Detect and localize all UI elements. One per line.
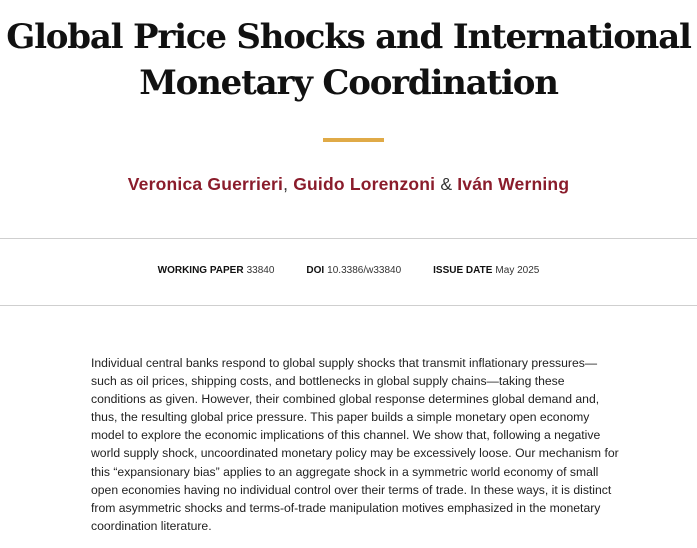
- paper-title-line-2: Monetary Coordination: [139, 63, 558, 103]
- author-link-werning[interactable]: Iván Werning: [457, 174, 570, 194]
- author-list: [0, 174, 697, 195]
- working-paper-label: WORKING PAPER: [157, 265, 244, 276]
- author-separator: ,: [283, 174, 289, 194]
- issue-date-label: ISSUE DATE: [433, 265, 493, 276]
- author-link-lorenzoni[interactable]: Guido Lorenzoni: [293, 174, 436, 194]
- doi-value: 10.3386/w33840: [327, 265, 402, 276]
- paper-metadata-row: [0, 265, 697, 276]
- doi: [306, 265, 401, 276]
- author-link-guerrieri[interactable]: Veronica Guerrieri: [127, 174, 284, 194]
- abstract-text: Individual central banks respond to global supply shocks that transmit inflationary pressures—such as oil prices, shipping costs, and bottlenecks in global supply chains—taking these conditions as given. However, their combined global response determines global demand and, thus, the resulting global price pressure. This paper builds a simple monetary open economy model to explore the economic implications of this channel. We show that, following a negative world supply shock, uncoordinated monetary policy may be excessively loose. Our mechanism for this “expansionary bias” applies to an aggregate shock in a symmetric world economy of small open economies having no individual control over their terms of trade. In these ways, it is distinct from asymmetric shocks and terms-of-trade manipulation motives emphasized in the monetary coordination literature.: [91, 356, 619, 533]
- working-paper-value: 33840: [246, 265, 275, 276]
- issue-date-value: May 2025: [495, 265, 540, 276]
- author-separator: &: [440, 174, 453, 194]
- paper-title: [0, 14, 697, 106]
- issue-date: [433, 265, 539, 276]
- paper-metadata-band: [0, 238, 697, 306]
- paper-title-line-1: Global Price Shocks and International: [6, 17, 691, 57]
- title-accent-rule: [323, 138, 384, 142]
- working-paper-number: [158, 265, 275, 276]
- doi-label: DOI: [306, 265, 325, 276]
